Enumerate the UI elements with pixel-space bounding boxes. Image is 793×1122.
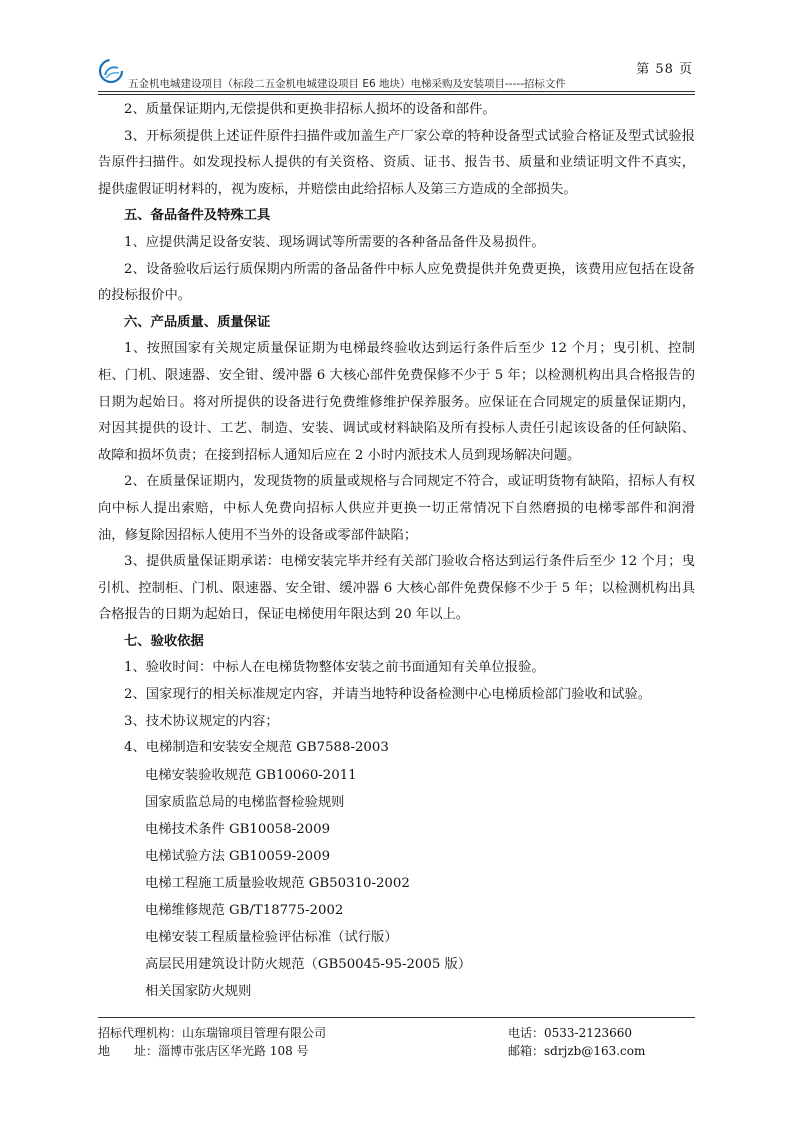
footer-agency-value: 山东瑞锦项目管理有限公司: [182, 1026, 327, 1040]
paragraph: 2、在质量保证期内，发现货物的质量或规格与合同规定不符合，或证明货物有缺陷，招标人有权向中标人提出索赔，中标人免费向招标人供应并更换一切正常情况下自然磨损的电梯零部件和润滑油，修复除因招标人使用不当外的设备或零部件缺陷；: [98, 474, 695, 543]
paragraph: 3、技术协议规定的内容；: [124, 713, 279, 729]
paragraph: 2、设备验收后运行质保期内所需的备品备件中标人应免费提供并免费更换，该费用应包括在设备的投标报价中。: [98, 261, 695, 304]
footer-address-value: 淄博市张店区华光路 108 号: [158, 1044, 309, 1058]
standard-item: 电梯试验方法 GB10059-2009: [145, 848, 331, 864]
footer-agency-label: 招标代理机构：: [98, 1026, 183, 1040]
paragraph: 1、验收时间：中标人在电梯货物整体安装之前书面通知有关单位报验。: [124, 660, 545, 676]
page-number: 第 58 页: [636, 62, 693, 77]
paragraph: 2、质量保证期内,无偿提供和更换非招标人损坏的设备和部件。: [124, 102, 496, 117]
paragraph: 2、国家现行的相关标准规定内容，并请当地特种设备检测中心电梯质检部门验收和试验。: [124, 687, 652, 703]
section-heading: 五、备品备件及特殊工具: [124, 208, 271, 224]
section-heading: 六、产品质量、质量保证: [124, 314, 271, 330]
header-rule-thin: [98, 94, 695, 95]
footer-email-label: 邮箱：: [508, 1044, 545, 1058]
standards-list: [98, 762, 695, 1005]
document-body: [98, 97, 695, 1005]
standard-item: 电梯工程施工质量验收规范 GB50310-2002: [145, 875, 410, 891]
standard-item: 电梯安装验收规范 GB10060-2011: [145, 767, 357, 783]
footer-agency: [98, 1024, 326, 1041]
standard-item: 高层民用建筑设计防火规范（GB50045-95-2005 版）: [145, 956, 472, 972]
footer-phone-value: 0533-2123660: [544, 1026, 633, 1040]
header-project-title: 五金机电城建设项目（标段二五金机电城建设项目 E6 地块）电梯采购及安装项目-----招标文件: [128, 78, 566, 90]
standard-item: 电梯技术条件 GB10058-2009: [145, 821, 331, 837]
footer-address: [98, 1042, 309, 1059]
footer-address-label: 地 址：: [98, 1044, 159, 1058]
paragraph: 1、应提供满足设备安装、现场调试等所需要的各种备品备件及易损件。: [124, 234, 545, 250]
standard-item: 国家质监总局的电梯监督检验规则: [145, 794, 345, 810]
paragraph: 4、电梯制造和安装安全规范 GB7588-2003: [124, 740, 389, 756]
footer-phone: [508, 1024, 632, 1041]
standard-item: 电梯安装工程质量检验评估标准（试行版）: [145, 929, 398, 945]
footer-phone-label: 电话：: [508, 1026, 545, 1040]
footer-email: [508, 1042, 645, 1059]
paragraph: 3、开标须提供上述证件原件扫描件或加盖生产厂家公章的特种设备型式试验合格证及型式试验报告原件扫描件。如发现投标人提供的有关资格、资质、证书、报告书、质量和业绩证明文件不真实，提供虚假证明材料的，视为废标，并赔偿由此给招标人及第三方造成的全部损失。: [98, 128, 695, 197]
standard-item: 相关国家防火规则: [145, 983, 252, 999]
company-logo-icon: [98, 58, 124, 84]
standard-item: 电梯维修规范 GB/T18775-2002: [145, 902, 344, 918]
footer-email-value: sdrjzb@163.com: [544, 1044, 646, 1058]
paragraph: 1、按照国家有关规定质量保证期为电梯最终验收达到运行条件后至少 12 个月；曳引机、控制柜、门机、限速器、安全钳、缓冲器 6 大核心部件免费保修不少于 5 年；以检测机构出具合格报告的日期为起始日。将对所提供的设备进行免费维修维护保养服务。应保证在合同规定的质量保证期内，对因其提供的设计、工艺、制造、安装、调试或材料缺陷及所有投标人责任引起该设备的任何缺陷、故障和损坏负责；在接到招标人通知后应在 2 小时内派技术人员到现场解决问题。: [98, 341, 695, 463]
paragraph: 3、提供质量保证期承诺：电梯安装完毕并经有关部门验收合格达到运行条件后至少 12 个月；曳引机、控制柜、门机、限速器、安全钳、缓冲器 6 大核心部件免费保修不少于 5 年；以检测机构出具合格报告的日期为起始日，保证电梯使用年限达到 20 年以上。: [98, 554, 695, 623]
section-heading: 七、验收依据: [124, 633, 204, 649]
footer-rule: [98, 1017, 695, 1018]
header-rule: [98, 91, 695, 92]
